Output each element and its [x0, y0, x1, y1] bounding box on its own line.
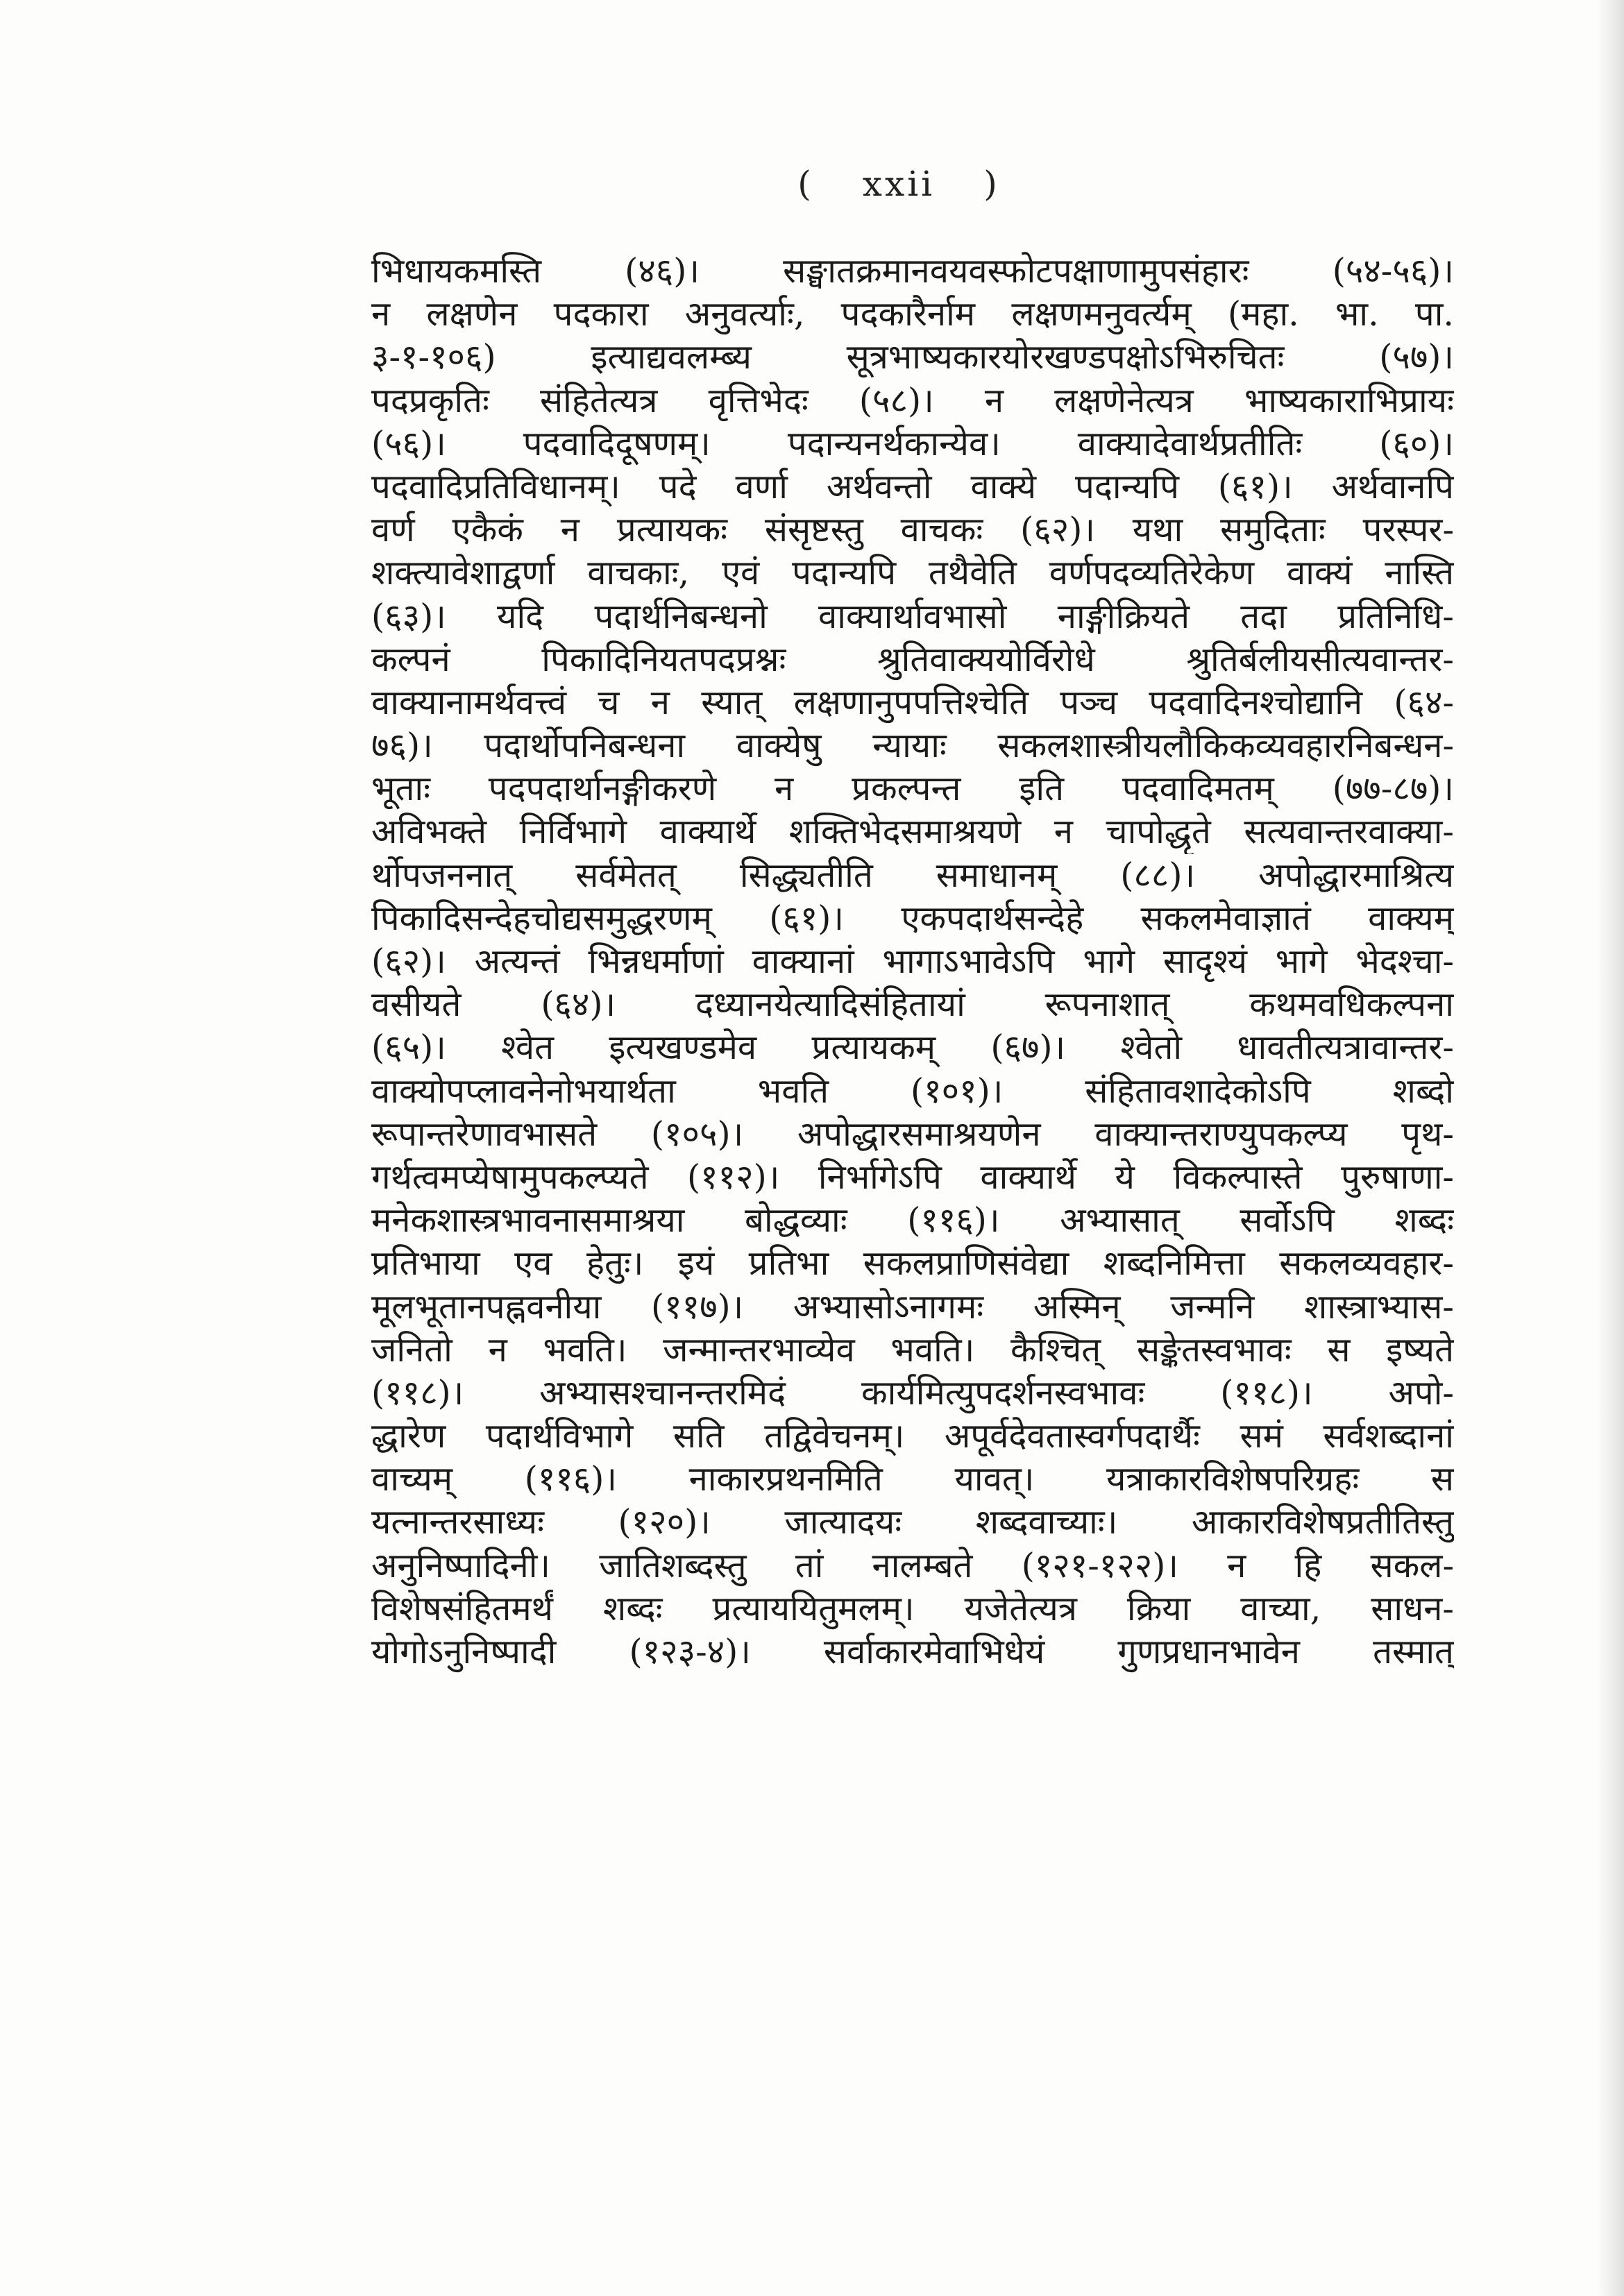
text-line: (६२)। अत्यन्तं भिन्नधर्माणां वाक्यानां भागाऽभावेऽपि भागे सादृश्यं भागे भेदश्चा- [371, 942, 1454, 981]
text-line: वाक्यानामर्थवत्त्वं च न स्यात् लक्षणानुपपत्तिश्चेति पञ्च पदवादिनश्चोद्यानि (६४- [371, 682, 1454, 722]
text-line: र्थोपजननात् सर्वमेतत् सिद्ध्यतीति समाधानम् (८८)। अपोद्धारमाश्रित्य [371, 855, 1454, 895]
text-line: ७६)। पदार्थोपनिबन्धना वाक्येषु न्यायाः सकलशास्त्रीयलौकिकव्यवहारनिबन्धन- [371, 726, 1454, 766]
page-edge-shadow [1596, 0, 1624, 2296]
text-line: वसीयते (६४)। दध्यानयेत्यादिसंहितायां रूपनाशात् कथमवधिकल्पना [371, 985, 1454, 1025]
right-paren: ) [983, 164, 1000, 204]
text-line: रूपान्तरेणावभासते (१०५)। अपोद्धारसमाश्रयणेन वाक्यान्तराण्युपकल्प्य पृथ- [371, 1114, 1454, 1154]
text-line: पदप्रकृतिः संहितेत्यत्र वृत्तिभेदः (५८)। न लक्षणेनेत्यत्र भाष्यकाराभिप्रायः [371, 380, 1454, 420]
text-line: प्रतिभाया एव हेतुः। इयं प्रतिभा सकलप्राणिसंवेद्या शब्दनिमित्ता सकलव्यवहार- [371, 1243, 1454, 1284]
text-line: (५६)। पदवादिदूषणम्। पदान्यनर्थकान्येव। वाक्यादेवार्थप्रतीतिः (६०)। [371, 423, 1454, 464]
text-line: शक्त्यावेशाद्वर्णा वाचकाः, एवं पदान्यपि तथैवेति वर्णपदव्यतिरेकेण वाक्यं नास्ति [371, 553, 1454, 593]
text-line: पिकादिसन्देहचोद्यसमुद्धरणम् (६१)। एकपदार्थसन्देहे सकलमेवाज्ञातं वाक्यम् [371, 898, 1454, 938]
text-line: मनेकशास्त्रभावनासमाश्रया बोद्धव्याः (११६)। अभ्यासात् सर्वोऽपि शब्दः [371, 1200, 1454, 1241]
text-line: (६३)। यदि पदार्थनिबन्धनो वाक्यार्थावभासो नाङ्गीक्रियते तदा प्रतिनिधि- [371, 596, 1454, 636]
left-paren: ( [797, 164, 814, 204]
text-line: जनितो न भवति। जन्मान्तरभाव्येव भवति। कैश्चित् सङ्केतस्वभावः स इष्यते [371, 1329, 1454, 1370]
text-line: भूताः पदपदार्थानङ्गीकरणे न प्रकल्पन्त इति पदवादिमतम् (७७-८७)। [371, 769, 1454, 809]
text-line: मूलभूतानपह्नवनीया (११७)। अभ्यासोऽनागमः अस्मिन् जन्मनि शास्त्राभ्यास- [371, 1286, 1454, 1327]
text-line: कल्पनं पिकादिनियतपदप्रश्नः श्रुतिवाक्ययोर्विरोधे श्रुतिर्बलीयसीत्यवान्तर- [371, 639, 1454, 679]
text-line: विशेषसंहितमर्थं शब्दः प्रत्याययितुमलम्। यजेतेत्यत्र क्रिया वाच्या, साधन- [371, 1588, 1454, 1629]
text-line: अनुनिष्पादिनी। जातिशब्दस्तु तां नालम्बते (१२१-१२२)। न हि सकल- [371, 1545, 1454, 1585]
text-line: द्धारेण पदार्थविभागे सति तद्विवेचनम्। अपूर्वदेवतास्वर्गपदार्थैः समं सर्वशब्दानां [371, 1416, 1454, 1456]
text-line: यत्नान्तरसाध्यः (१२०)। जात्यादयः शब्दवाच्याः। आकारविशेषप्रतीतिस्तु [371, 1502, 1454, 1542]
body-text [371, 250, 1454, 1674]
text-line: न लक्षणेन पदकारा अनुवर्त्याः, पदकारैर्नाम लक्षणमनुवर्त्यम् (महा. भा. पा. [371, 294, 1454, 334]
text-line: भिधायकमस्ति (४६)। सङ्घातक्रमानवयवस्फोटपक्षाणामुपसंहारः (५४-५६)। [371, 251, 1454, 291]
text-line: (६५)। श्वेत इत्यखण्डमेव प्रत्यायकम् (६७)। श्वेतो धावतीत्यत्रावान्तर- [371, 1028, 1454, 1068]
text-line: वर्ण एकैकं न प्रत्यायकः संसृष्टस्तु वाचकः (६२)। यथा समुदिताः परस्पर- [371, 510, 1454, 550]
text-line: पदवादिप्रतिविधानम्। पदे वर्णा अर्थवन्तो वाक्ये पदान्यपि (६१)। अर्थवानपि [371, 466, 1454, 507]
page-number [743, 164, 1055, 204]
text-line: (११८)। अभ्यासश्चानन्तरमिदं कार्यमित्युपदर्शनस्वभावः (११८)। अपो- [371, 1372, 1454, 1413]
text-line: वाच्यम् (११६)। नाकारप्रथनमिति यावत्। यत्राकारविशेषपरिग्रहः स [371, 1459, 1454, 1499]
text-line: वाक्योपप्लावनेनोभयार्थता भवति (१०१)। संहितावशादेकोऽपि शब्दो [371, 1071, 1454, 1111]
text-line: योगोऽनुनिष्पादी (१२३-४)। सर्वाकारमेवाभिधेयं गुणप्रधानभावेन तस्मात् [371, 1632, 1454, 1672]
text-line: अविभक्ते निर्विभागे वाक्यार्थे शक्तिभेदसमाश्रयणे न चापोद्धृते सत्यवान्तरवाक्या- [371, 812, 1454, 852]
page-number-text: xxii [862, 164, 936, 204]
text-line: ३-१-१०६) इत्याद्यवलम्ब्य सूत्रभाष्यकारयोरखण्डपक्षोऽभिरुचितः (५७)। [371, 337, 1454, 377]
text-line: गर्थत्वमप्येषामुपकल्प्यते (११२)। निर्भागेऽपि वाक्यार्थे ये विकल्पास्ते पुरुषाणा- [371, 1157, 1454, 1197]
